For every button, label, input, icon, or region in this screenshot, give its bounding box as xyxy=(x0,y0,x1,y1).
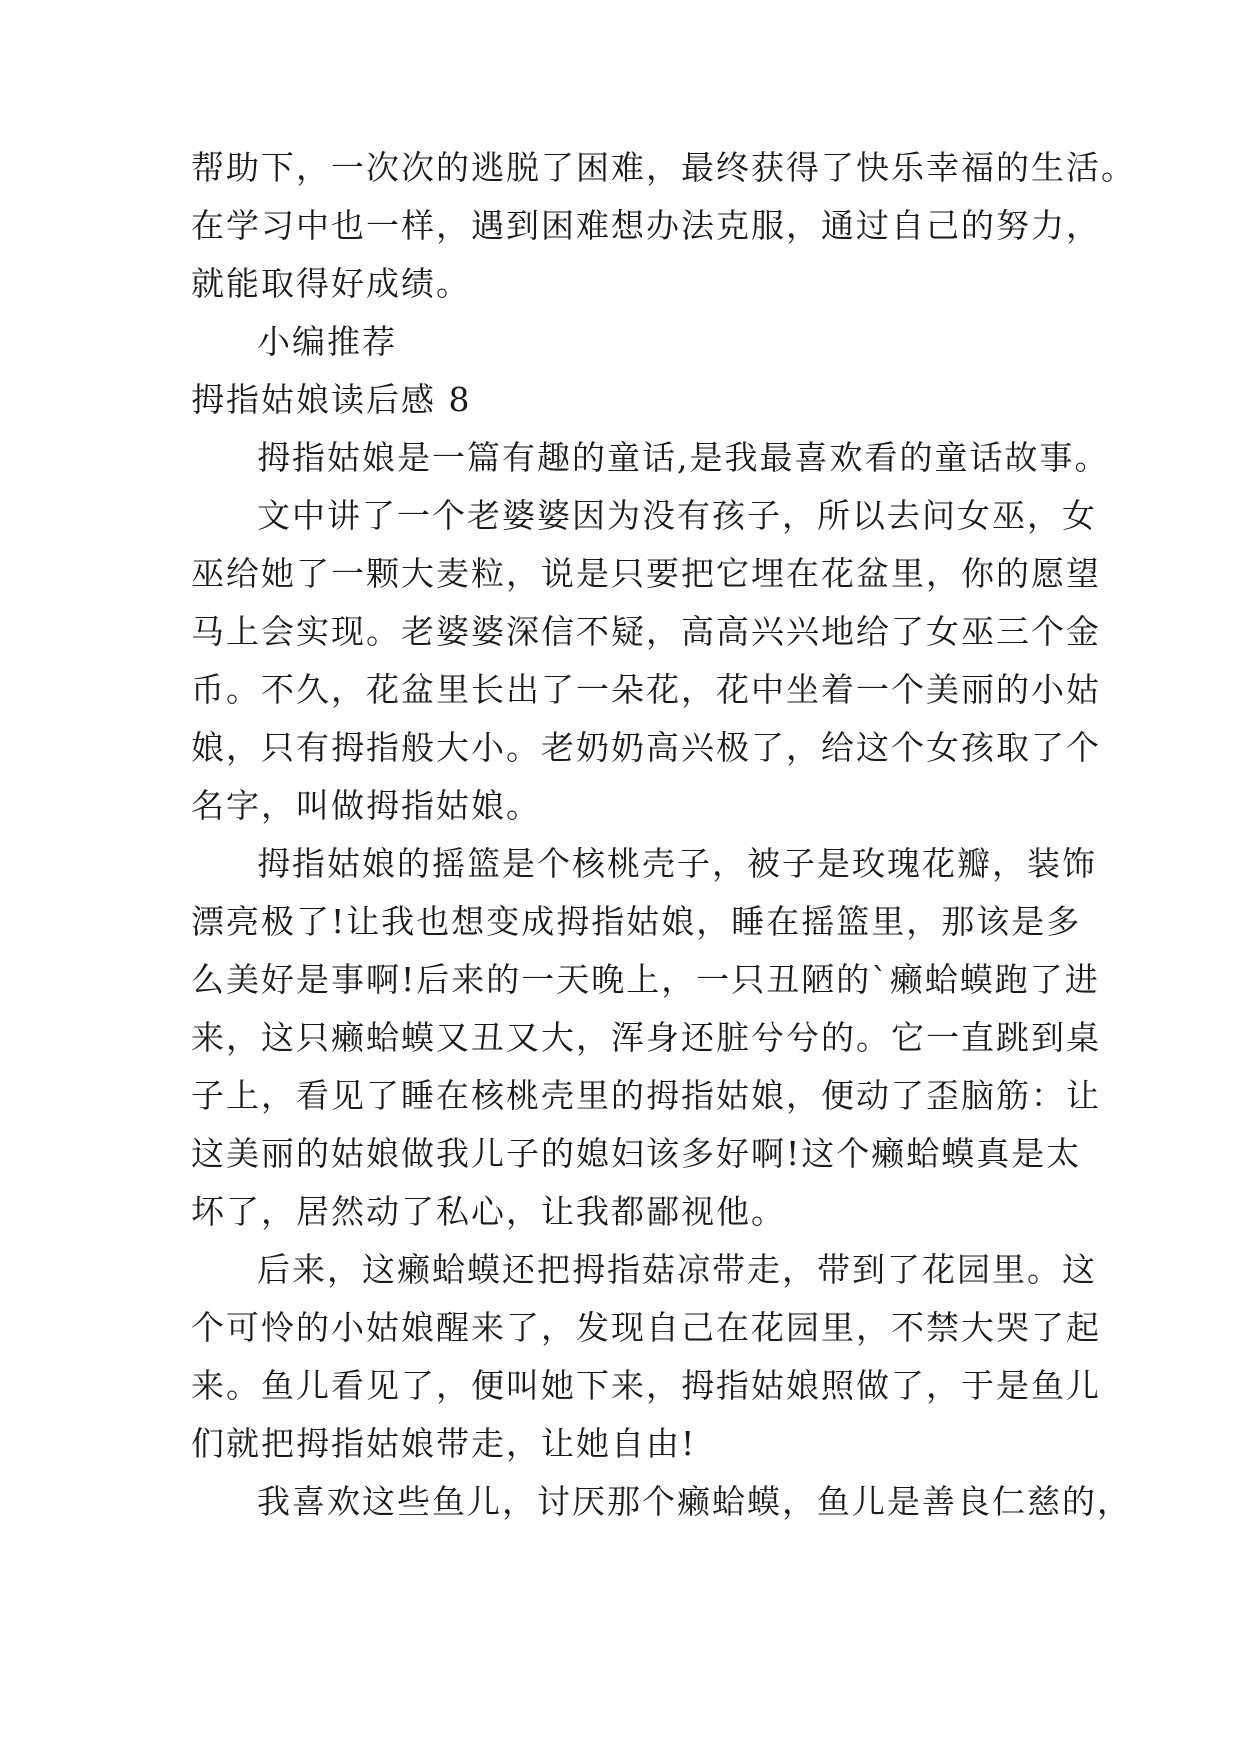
section-title: 拇指姑娘读后感 8 xyxy=(191,380,472,419)
text-line: 来，这只癞蛤蟆又丑又大，浑身还脏兮兮的。它一直跳到桌 xyxy=(191,1018,1101,1057)
text-line: 马上会实现。老婆婆深信不疑，高高兴兴地给了女巫三个金 xyxy=(191,612,1101,651)
text-line: 们就把拇指姑娘带走，让她自由! xyxy=(191,1424,697,1463)
text-line: 帮助下，一次次的逃脱了困难，最终获得了快乐幸福的生活。 xyxy=(191,148,1136,187)
text-line: 个可怜的小姑娘醒来了，发现自己在花园里，不禁大哭了起 xyxy=(191,1308,1101,1347)
paragraph-start: 文中讲了一个老婆婆因为没有孩子，所以去问女巫，女 xyxy=(257,496,1097,535)
text-line: 来。鱼儿看见了，便叫她下来，拇指姑娘照做了，于是鱼儿 xyxy=(191,1366,1101,1405)
text-line: 巫给她了一颗大麦粒，说是只要把它埋在花盆里，你的愿望 xyxy=(191,554,1101,593)
paragraph-start: 拇指姑娘是一篇有趣的童话,是我最喜欢看的童话故事。 xyxy=(257,438,1110,477)
text-line: 名字，叫做拇指姑娘。 xyxy=(191,786,541,825)
text-line: 这美丽的姑娘做我儿子的媳妇该多好啊!这个癞蛤蟆真是太 xyxy=(191,1134,1082,1173)
paragraph-start: 我喜欢这些鱼儿，讨厌那个癞蛤蟆，鱼儿是善良仁慈的， xyxy=(257,1482,1132,1521)
text-line: 在学习中也一样，遇到困难想办法克服，通过自己的努力， xyxy=(191,206,1101,245)
text-line: 子上，看见了睡在核桃壳里的拇指姑娘，便动了歪脑筋：让 xyxy=(191,1076,1101,1115)
text-line: 坏了，居然动了私心，让我都鄙视他。 xyxy=(191,1192,786,1231)
paragraph-start: 拇指姑娘的摇篮是个核桃壳子，被子是玫瑰花瓣，装饰 xyxy=(257,844,1097,883)
text-line: 漂亮极了!让我也想变成拇指姑娘，睡在摇篮里，那该是多 xyxy=(191,902,1082,941)
text-line: 么美好是事啊!后来的一天晚上，一只丑陋的`癞蛤蟆跑了进 xyxy=(191,960,1100,999)
section-label: 小编推荐 xyxy=(257,322,397,361)
text-line: 就能取得好成绩。 xyxy=(191,264,471,303)
paragraph-start: 后来，这癞蛤蟆还把拇指菇凉带走，带到了花园里。这 xyxy=(257,1250,1097,1289)
text-line: 币。不久，花盆里长出了一朵花，花中坐着一个美丽的小姑 xyxy=(191,670,1101,709)
text-line: 娘，只有拇指般大小。老奶奶高兴极了，给这个女孩取了个 xyxy=(191,728,1101,767)
